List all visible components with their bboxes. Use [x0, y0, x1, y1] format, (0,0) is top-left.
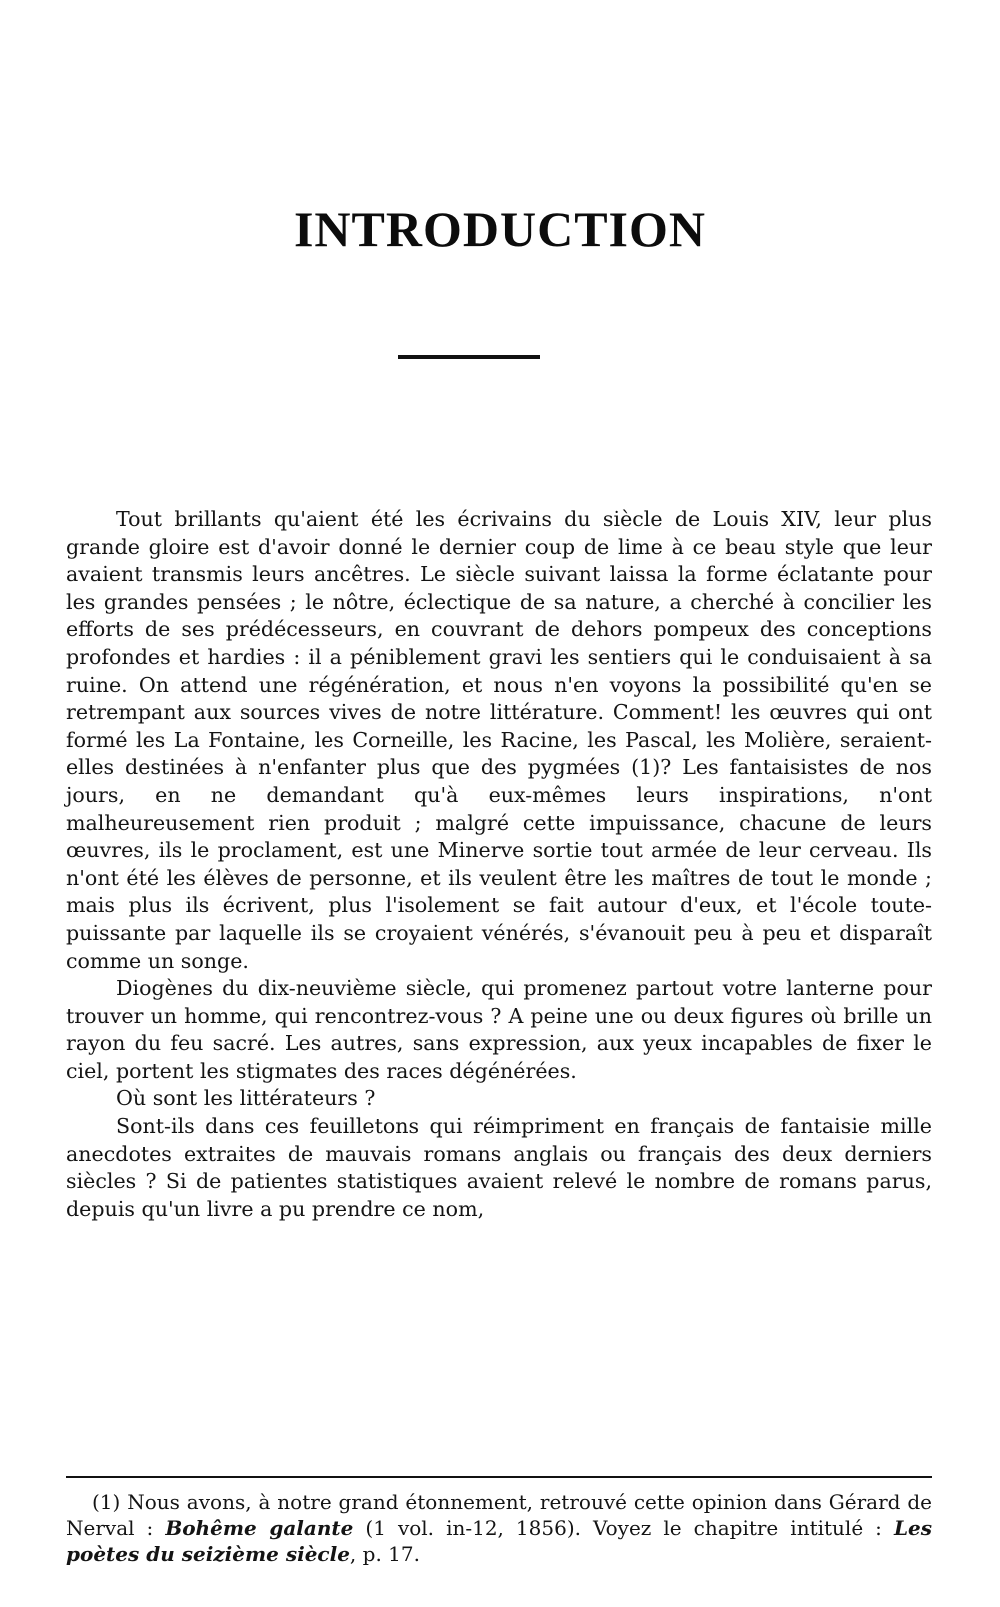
page-title: INTRODUCTION — [293, 201, 707, 257]
footnote-text — [66, 1489, 932, 1567]
paragraph: Où sont les littérateurs ? — [116, 1086, 376, 1111]
footnote — [66, 1489, 932, 1567]
main-text — [66, 506, 932, 1223]
paragraph: Sont-ils dans ces feuilletons qui réimpriment en français de fantaisie mille anecdotes extraites de mauvais romans anglais ou français des deux derniers siècles ? Si de patientes statistiques avaient relevé le nombre de romans parus, depuis qu'un livre a pu prendre ce nom, — [66, 1114, 932, 1221]
footnote-work-title: Bohême galante — [165, 1516, 354, 1540]
title-divider — [398, 355, 540, 359]
paragraph: Diogènes du dix-neuvième siècle, qui promenez partout votre lanterne pour trouver un homme, qui rencontrez-vous ? A peine une ou deux figures où brille un rayon du feu sacré. Les autres, sans expression, aux yeux incapables de fixer le ciel, portent les stigmates des races dégénérées. — [66, 976, 932, 1083]
footnote-divider — [66, 1476, 932, 1478]
footnote-chapter-title: Les poètes du seizième siècle — [66, 1516, 932, 1566]
paragraph: Tout brillants qu'aient été les écrivains du siècle de Louis XIV, leur plus grande gloire est d'avoir donné le dernier coup de lime à ce beau style que leur avaient transmis leurs ancêtres. Le siècle suivant laissa la forme éclatante pour les grandes pensées ; le nôtre, éclectique de sa nature, a cherché à concilier les efforts de ses prédécesseurs, en couvrant de dehors pompeux des conceptions profondes et hardies : il a péniblement gravi les sentiers qui le conduisaient à sa ruine. On attend une régénération, et nous n'en voyons la possibilité qu'en se retrempant aux sources vives de notre littérature. Comment! les œuvres qui ont formé les La Fontaine, les Corneille, les Racine, les Pascal, les Molière, seraient-elles destinées à n'enfanter plus que des pygmées (1)? Les fantaisistes de nos jours, en ne demandant qu'à eux-mêmes leurs inspirations, n'ont malheureusement rien produit ; malgré cette impuissance, chacune de leurs œuvres, ils le proclament, est une Minerve sortie tout armée de leur cerveau. Ils n'ont été les élèves de personne, et ils veulent être les maîtres de tout le monde ; mais plus ils écrivent, plus l'isolement se fait autour d'eux, et l'école toute-puissante par laquelle ils se croyaient vénérés, s'évanouit peu à peu et disparaît comme un songe. — [66, 507, 932, 973]
footnote-text-after: , p. 17. — [349, 1542, 420, 1566]
footnote-text-middle: (1 vol. in-12, 1856). Voyez le chapitre intitulé : — [353, 1516, 894, 1540]
footnote-text-before: (1) Nous avons, à notre grand étonnement, retrouvé cette opinion dans Gérard de Nerval : — [66, 1490, 932, 1540]
